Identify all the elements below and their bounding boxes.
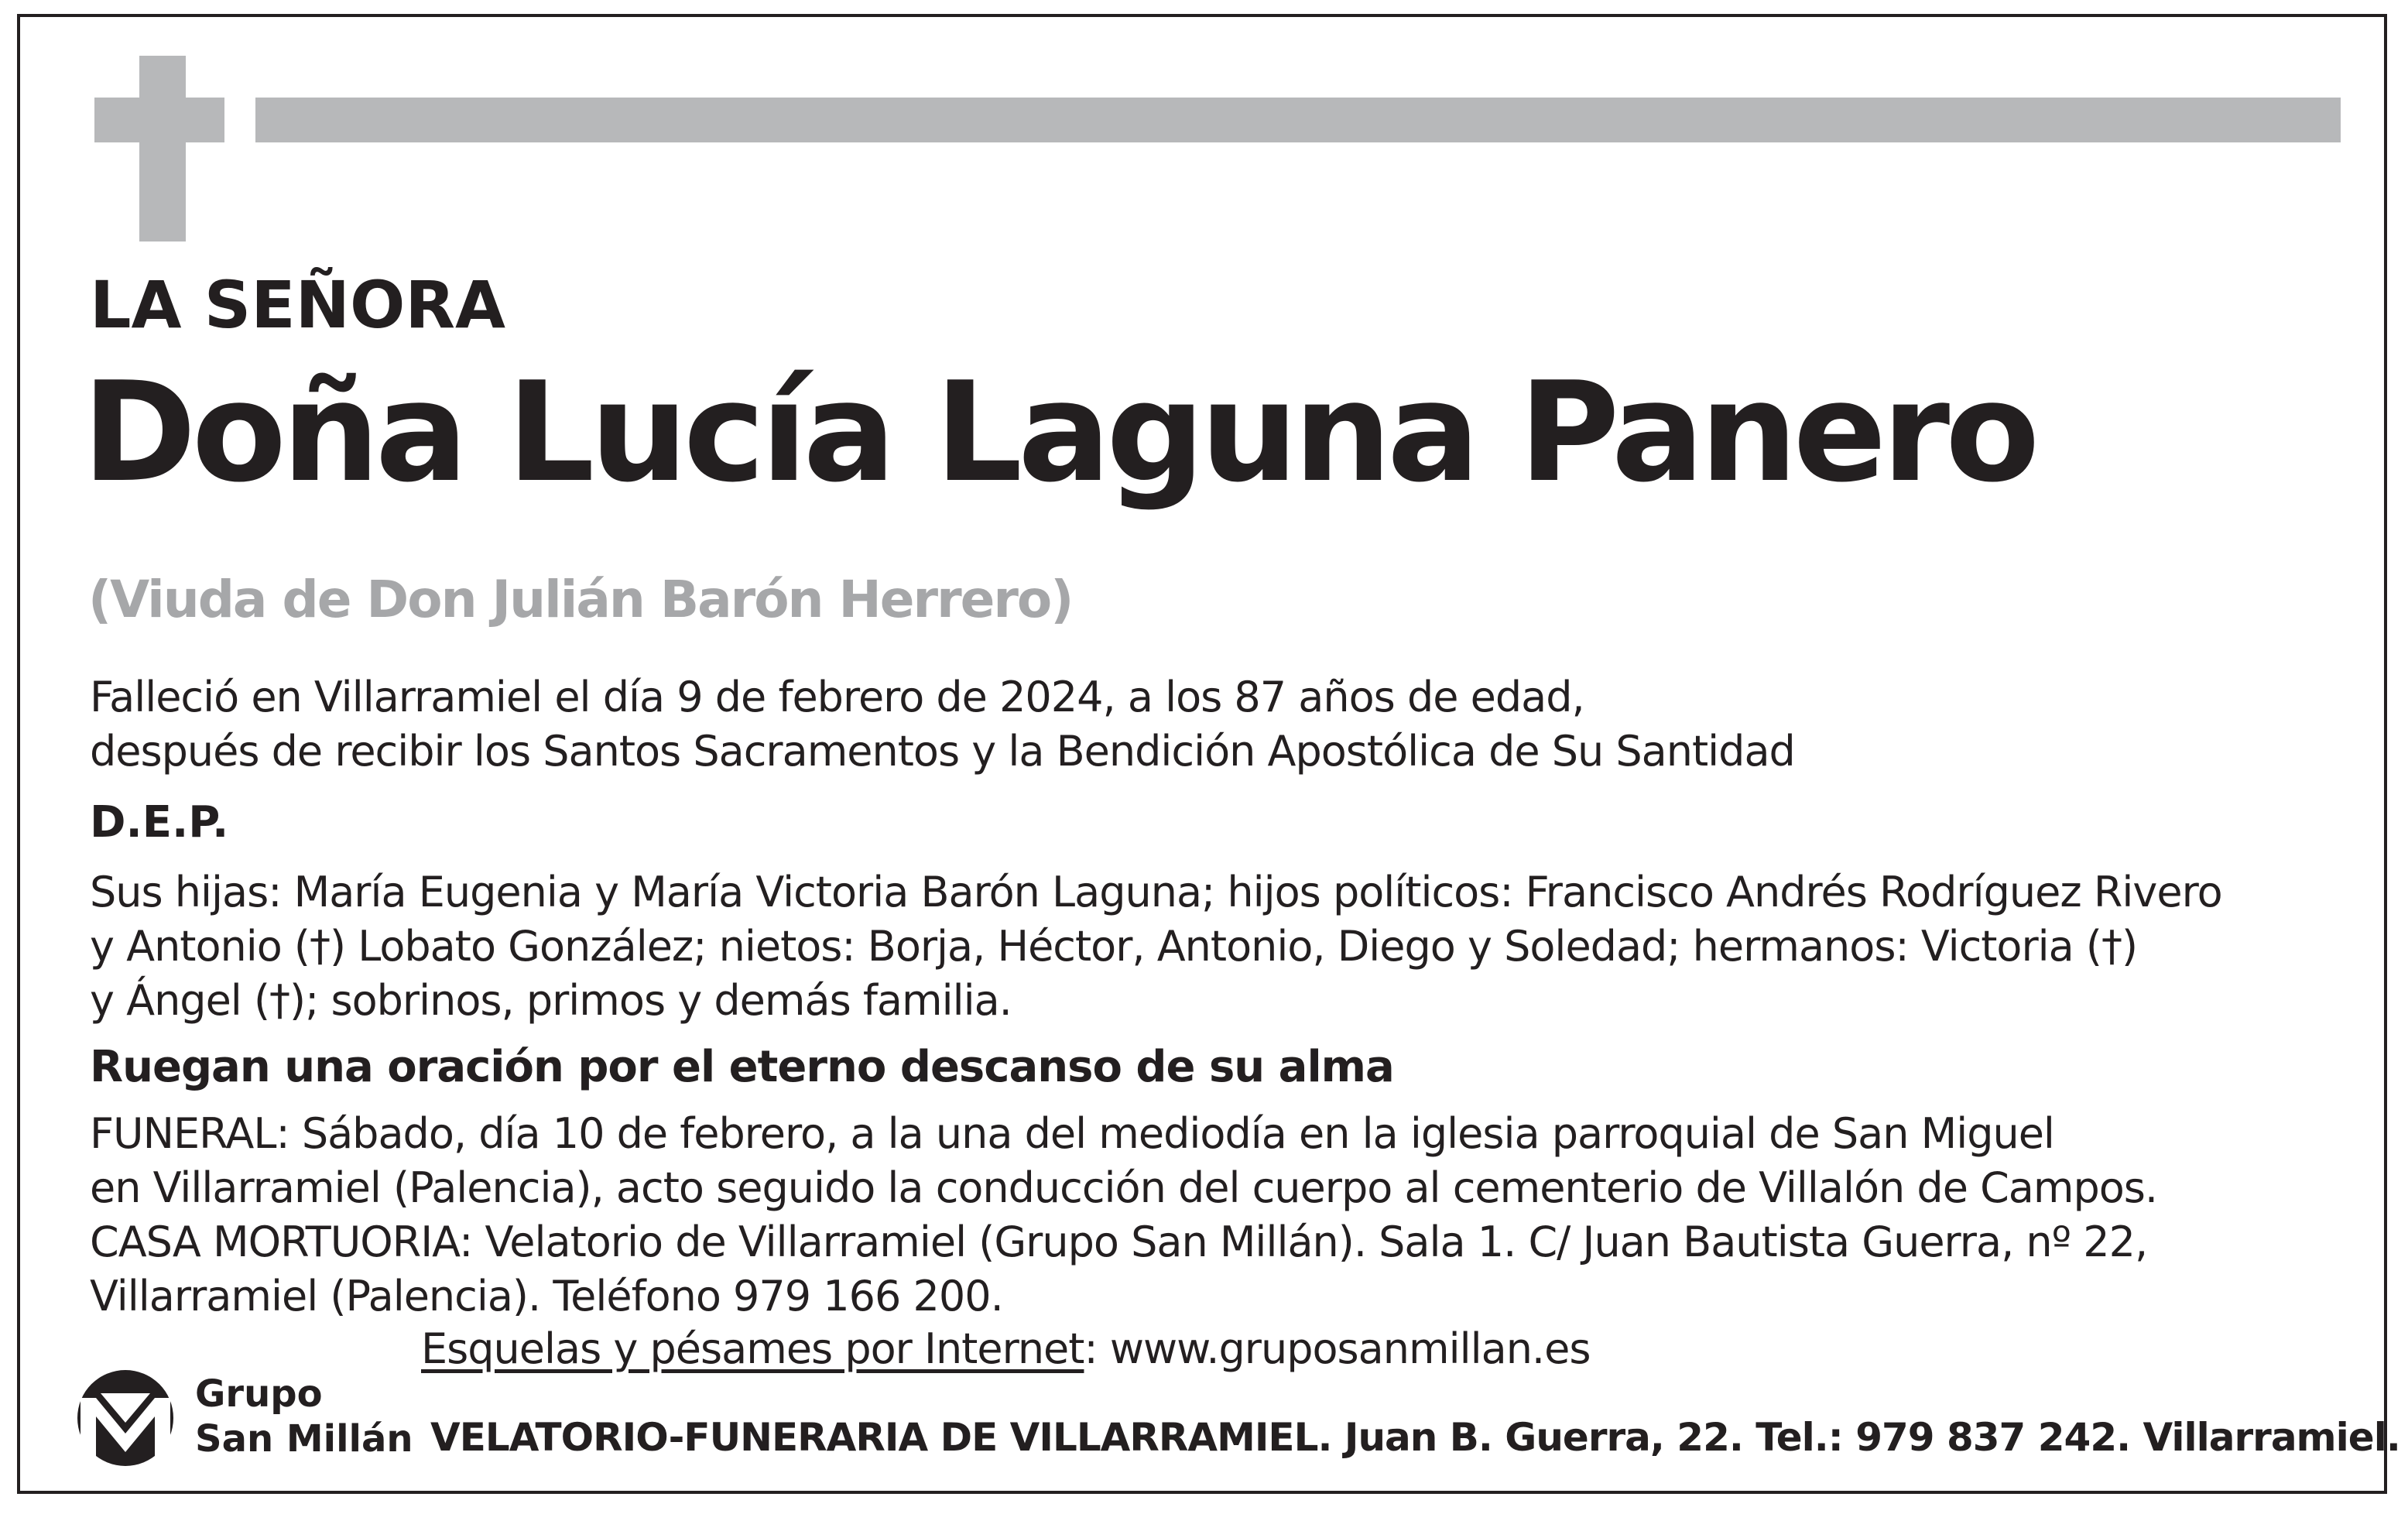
- dep-label: D.E.P.: [90, 797, 229, 848]
- death-info-line: Falleció en Villarramiel el día 9 de febrero de 2024, a los 87 años de edad,: [90, 673, 1584, 721]
- footer-contact: VELATORIO-FUNERARIA DE VILLARRAMIEL. Juan B. Guerra, 22. Tel.: 979 837 242. Villarramiel.: [430, 1415, 2400, 1460]
- family-line: y Ángel (†); sobrinos, primos y demás familia.: [90, 976, 1012, 1025]
- funeral-details: [90, 1107, 2157, 1324]
- cross-icon: [139, 56, 186, 241]
- grupo-san-millan-logo-icon: [74, 1367, 176, 1469]
- death-info-line: después de recibir los Santos Sacramentos y la Bendición Apostólica de Su Santidad: [90, 727, 1795, 776]
- widow-note: (Viuda de Don Julián Barón Herrero): [88, 570, 1073, 629]
- logo-text: [195, 1372, 413, 1461]
- web-label: Esquelas y pésames por Internet: [421, 1324, 1084, 1373]
- family-line: y Antonio (†) Lobato González; nietos: Borja, Héctor, Antonio, Diego y Soledad; hermanos: Victoria (†): [90, 922, 2138, 971]
- deceased-name: Doña Lucía Laguna Panero: [82, 352, 2036, 512]
- funeral-line: FUNERAL: Sábado, día 10 de febrero, a la una del mediodía en la iglesia parroquial de San Miguel: [90, 1109, 2054, 1158]
- prayer-request: Ruegan una oración por el eterno descanso de su alma: [90, 1042, 1394, 1092]
- death-info: [90, 670, 1795, 779]
- header-bar: [255, 98, 2341, 142]
- logo-line-2: San Millán: [195, 1417, 413, 1461]
- logo-line-1: Grupo: [195, 1372, 323, 1416]
- family-list: [90, 865, 2222, 1028]
- web-url[interactable]: www.gruposanmillan.es: [1109, 1324, 1591, 1373]
- honorific: LA SEÑORA: [90, 267, 506, 343]
- family-line: Sus hijas: María Eugenia y María Victoria Barón Laguna; hijos políticos: Francisco Andrés Rodríguez Rivero: [90, 868, 2222, 916]
- funeral-line: en Villarramiel (Palencia), acto seguido la conducción del cuerpo al cementerio de Villalón de Campos.: [90, 1163, 2158, 1212]
- web-info: [421, 1322, 1590, 1376]
- funeral-line: CASA MORTUORIA: Velatorio de Villarramiel (Grupo San Millán). Sala 1. C/ Juan Bautista Guerra, nº 22,: [90, 1218, 2148, 1266]
- cross-icon-arm: [94, 98, 224, 142]
- funeral-line: Villarramiel (Palencia). Teléfono 979 166 200.: [90, 1272, 1003, 1320]
- web-separator: :: [1084, 1324, 1098, 1373]
